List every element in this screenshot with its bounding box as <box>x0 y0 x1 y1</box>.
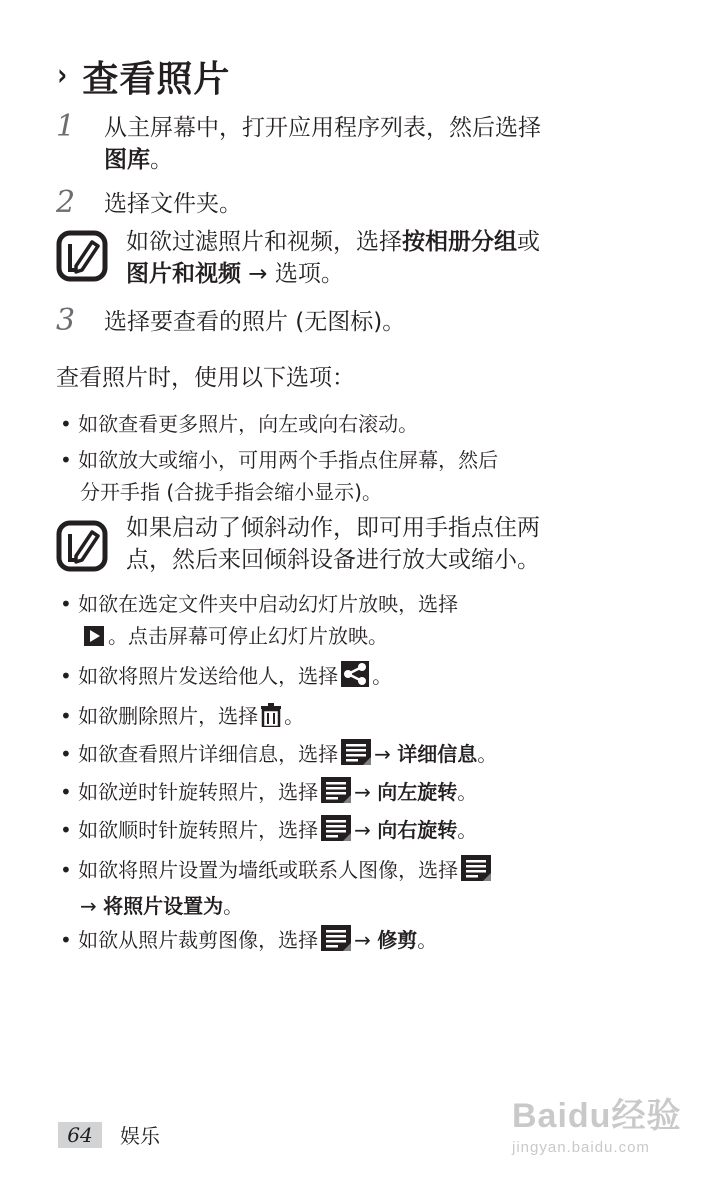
list-item-text: 如欲逆时针旋转照片，选择 <box>78 780 319 804</box>
step-bold-term: 图库 <box>104 147 150 173</box>
menu-icon <box>321 815 351 850</box>
arrow-icon: → <box>80 894 97 918</box>
step-text <box>104 112 541 176</box>
page-title: 查看照片 <box>82 58 231 100</box>
menu-icon <box>341 739 371 774</box>
note-bold-term: 图片和视频 <box>126 261 241 287</box>
arrow-icon: → <box>354 928 371 952</box>
list-item: • 如欲将照片发送给他人，选择 。 <box>60 660 392 696</box>
step-text: 选择文件夹。 <box>104 191 242 217</box>
note-line: 如果启动了倾斜动作，即可用手指点住两 <box>126 515 540 541</box>
menu-icon <box>461 855 491 890</box>
list-item: • 如欲将照片设置为墙纸或联系人图像，选择 → 将照片设置为。 <box>60 854 494 922</box>
note-text <box>126 226 540 290</box>
option-name: 向左旋转 <box>377 780 458 804</box>
page-number: 64 <box>58 1122 102 1148</box>
list-item-text: 。 <box>477 742 498 766</box>
option-name: 将照片设置为 <box>103 894 224 918</box>
list-item-text: 如欲从照片裁剪图像，选择 <box>78 928 319 952</box>
note-line: → 选项。 <box>241 261 344 287</box>
list-item: • 如欲在选定文件夹中启动幻灯片放映，选择 。点击屏幕可停止幻灯片放映。 <box>60 588 458 656</box>
list-item-text: 如欲将照片设置为墙纸或联系人图像，选择 <box>78 858 459 882</box>
note-line: 点，然后来回倾斜设备进行放大或缩小。 <box>126 547 540 573</box>
option-name: 修剪 <box>377 928 418 952</box>
arrow-icon: → <box>354 818 371 842</box>
list-item: • 如欲删除照片，选择 。 <box>60 700 304 736</box>
chapter-label: 娱乐 <box>120 1124 160 1148</box>
list-item-text: 。 <box>457 818 478 842</box>
menu-icon <box>321 777 351 812</box>
list-item-text: 如欲顺时针旋转照片，选择 <box>78 818 319 842</box>
step-number: 1 <box>56 109 76 144</box>
list-item-text: 。 <box>417 928 438 952</box>
list-item-text: 如欲在选定文件夹中启动幻灯片放映，选择 <box>78 592 459 616</box>
list-item: • 如欲顺时针旋转照片，选择 → 向右旋转。 <box>60 814 477 850</box>
list-item-text: 。 <box>372 664 393 688</box>
step-number: 2 <box>56 185 76 220</box>
option-name: 详细信息 <box>397 742 478 766</box>
list-item-text: 。点击屏幕可停止幻灯片放映。 <box>108 624 388 648</box>
arrow-icon: → <box>354 780 371 804</box>
intro-text: 查看照片时，使用以下选项： <box>56 365 355 391</box>
chevron-right-icon: › <box>57 58 68 93</box>
list-item-text: 如欲将照片发送给他人，选择 <box>78 664 339 688</box>
note-pencil-icon <box>56 520 108 572</box>
step-punct: 。 <box>150 147 173 173</box>
step-line: 从主屏幕中，打开应用程序列表，然后选择 <box>104 115 541 141</box>
note-pencil-icon <box>56 230 108 282</box>
step-text: 选择要查看的照片 (无图标)。 <box>104 309 406 335</box>
watermark-url: jingyan.baidu.com <box>512 1139 650 1156</box>
note-text <box>126 512 540 576</box>
menu-icon <box>321 925 351 960</box>
list-item-text: 如欲查看照片详细信息，选择 <box>78 742 339 766</box>
share-icon <box>341 661 369 696</box>
list-item-text: 分开手指 (合拢手指会缩小显示)。 <box>80 480 382 504</box>
watermark-logo: Baidu经验 <box>512 1097 682 1135</box>
arrow-icon: → <box>374 742 391 766</box>
list-item: • 如欲逆时针旋转照片，选择 → 向左旋转。 <box>60 776 477 812</box>
note-bold-term: 按相册分组 <box>402 229 517 255</box>
list-item: • 如欲从照片裁剪图像，选择 → 修剪。 <box>60 924 437 960</box>
section-title <box>56 52 230 100</box>
step-number: 3 <box>56 303 76 338</box>
list-item-text: 。 <box>284 704 305 728</box>
list-item: • 如欲查看照片详细信息，选择 → 详细信息。 <box>60 738 497 774</box>
watermark <box>512 1088 692 1168</box>
list-item-text: 如欲查看更多照片，向左或向右滚动。 <box>78 412 419 436</box>
trash-icon <box>261 703 281 736</box>
note-line: 或 <box>517 229 540 255</box>
list-item-text: 如欲放大或缩小，可用两个手指点住屏幕，然后 <box>78 448 499 472</box>
note-line: 如欲过滤照片和视频，选择 <box>126 229 402 255</box>
list-item: • 如欲放大或缩小，可用两个手指点住屏幕，然后 分开手指 (合拢手指会缩小显示)。 <box>60 448 499 504</box>
list-item-text: 。 <box>457 780 478 804</box>
list-item-text: 。 <box>223 894 244 918</box>
list-item-text: 如欲删除照片，选择 <box>78 704 259 728</box>
list-item: • 如欲查看更多照片，向左或向右滚动。 <box>60 412 419 436</box>
play-icon <box>83 624 105 656</box>
option-name: 向右旋转 <box>377 818 458 842</box>
